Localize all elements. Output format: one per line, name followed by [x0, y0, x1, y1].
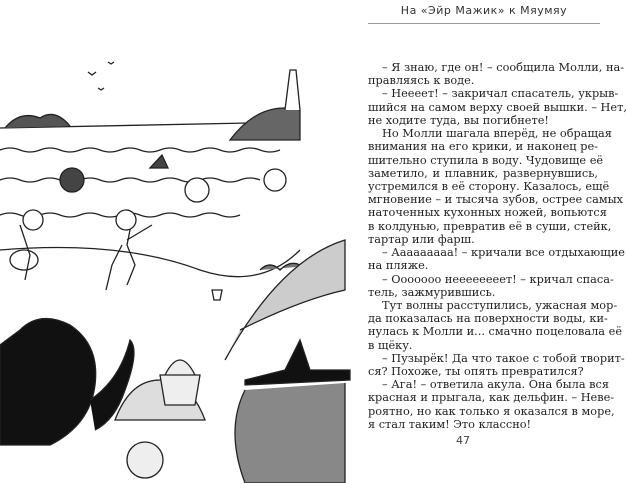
text-line: тартар или фарш. — [368, 232, 475, 246]
text-line: да показалась на поверхности воды, ки- — [368, 312, 608, 326]
running-header: На «Эйр Мажик» к Мяумяу — [400, 4, 568, 17]
fish-jar — [127, 442, 163, 478]
black-cat — [0, 319, 96, 445]
basket — [160, 360, 200, 405]
text-line: – Неееет! – закричал спасатель, укрыв- — [382, 87, 619, 101]
text-line: тель, зажмурившись. — [368, 285, 496, 299]
witch-hat — [245, 340, 350, 385]
text-line: устремился в её сторону. Казалось, ещё — [368, 179, 610, 193]
swimmer-man-head — [185, 178, 209, 202]
text-line: на пляже. — [368, 259, 429, 273]
page-number: 47 — [456, 434, 470, 447]
swimmer-man2-head — [264, 169, 286, 191]
text-line: наточенных кухонных ножей, вопьются — [368, 206, 607, 220]
beach-shoreline — [0, 248, 300, 277]
text-line: я стал таким! Это классно! — [368, 417, 532, 431]
page-text — [368, 61, 627, 431]
text-line: нулась к Молли и... смачно поцеловала её — [368, 325, 623, 339]
text-line: – Ааааааааа! – кричали все отдыхающие — [382, 246, 625, 260]
island-right — [230, 108, 300, 140]
text-line: Тут волны расступились, ужасная мор- — [382, 298, 618, 312]
child-head — [23, 210, 43, 230]
lighthouse — [285, 70, 300, 110]
text-line: внимания на его крики, и наконец ре- — [368, 140, 598, 154]
bucket — [212, 290, 222, 300]
text-line: ся? Похоже, ты опять превратился? — [368, 365, 584, 379]
birds — [88, 62, 114, 90]
text-line: красная и прыгала, как дельфин. – Неве- — [368, 391, 615, 405]
swimmer-girl-head — [60, 168, 84, 192]
island-left — [5, 114, 70, 128]
waves — [0, 148, 280, 217]
text-line: заметило, и плавник, развернувшись, — [368, 166, 598, 180]
beach-umbrella — [225, 240, 345, 360]
text-line: шийся на самом верху своей вышки. – Нет, — [368, 100, 627, 114]
text-line: – Ооооооо неееееееет! – кричал спаса- — [382, 272, 614, 286]
witch-head — [235, 383, 345, 483]
header-divider — [368, 23, 600, 24]
text-line: Но Молли шагала вперёд, не обращая — [382, 127, 612, 141]
text-line: мгновение – и тысяча зубов, острее самых — [368, 193, 624, 207]
text-line: роятно, но как только я оказался в море, — [368, 404, 615, 418]
text-line: – Ага! – ответила акула. Она была вся — [382, 378, 609, 392]
text-line: шительно ступила в воду. Чудовище её — [368, 153, 604, 167]
child-with-float — [10, 225, 38, 280]
text-line: – Пузырёк! Да что такое с тобой творит- — [382, 351, 625, 365]
text-line: в щёку. — [368, 338, 413, 352]
text-line: не ходите туда, вы погибнете! — [368, 113, 549, 127]
text-line: – Я знаю, где он! – сообщила Молли, на- — [382, 61, 625, 74]
text-line: правляясь к воде. — [368, 74, 475, 88]
shark-fin — [150, 155, 168, 168]
text-line: в колдунью, превратив её в суши, стейк, — [368, 219, 612, 233]
molly-head — [116, 210, 136, 230]
